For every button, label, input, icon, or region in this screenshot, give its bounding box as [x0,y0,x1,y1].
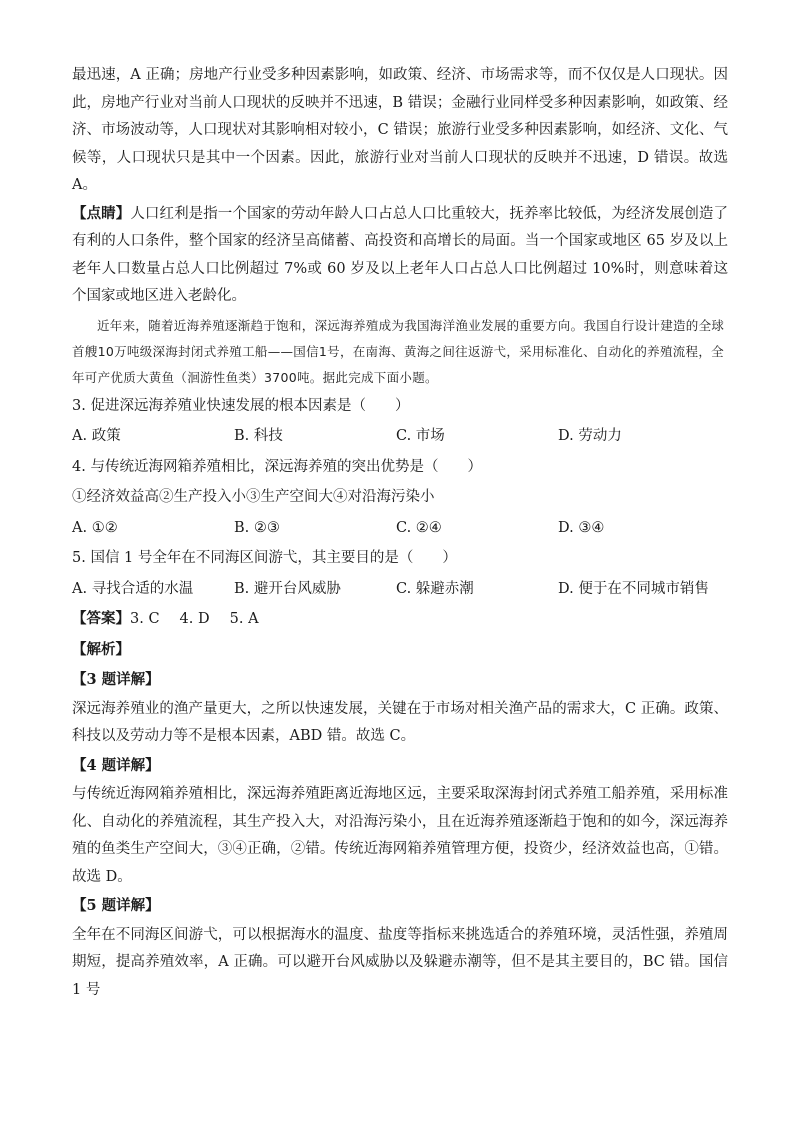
option-b: B. 科技 [234,428,283,444]
document-page [72,62,728,1004]
option-b: B. 避开台风威胁 [234,580,341,597]
detail-3-text: 深远海养殖业的渔产量更大，之所以快速发展，关键在于市场对相关渔产品的需求大，C 正确。政策、科技以及劳动力等不是根本因素，ABD 错。故选 C。 [72,700,728,744]
paragraph-previous-analysis: 最迅速，A 正确；房地产行业受多种因素影响，如政策、经济、市场需求等，而不仅仅是人口现状。因此，房地产行业对当前人口现状的反映并不迅速，B 错误；金融行业同样受多种因素影响，如政策、经济、市场波动等，人口现状对其影响相对较小，C 错误；旅游行业受多种因素影响，如经济、文化、气候等，人口现状只是其中一个因素。因此，旅游行业对当前人口现状的反映并不迅速，D 错误。故选 A。 [72,67,728,193]
answer-item: 3. C [130,611,160,627]
option-c: C. ②④ [396,519,442,536]
option-c: C. 市场 [396,428,445,444]
option-a: A. 政策 [72,428,121,444]
detail-5-heading: 【5 题详解】 [72,897,160,914]
answer-item: 4. D [179,611,210,627]
dianjing-label: 【点睛】 [72,204,131,222]
option-b: B. ②③ [234,519,280,536]
answer-item: 5. A [229,611,259,627]
detail-4-heading: 【4 题详解】 [72,756,160,774]
option-d: D. ③④ [558,519,605,536]
question-4-sub: ①经济效益高②生产投入小③生产空间大④对沿海污染小 [72,489,435,505]
analysis-label: 【解析】 [72,640,130,658]
option-c: C. 躲避赤潮 [396,580,474,597]
dianjing-text: 人口红利是指一个国家的劳动年龄人口占总人口比重较大，抚养率比较低，为经济发展创造了有利的人口条件，整个国家的经济呈高储蓄、高投资和高增长的局面。当一个国家或地区 65 岁及以上老年人口数量占总人口比例超过 7%或 60 岁及以上老年人口占总人口比例超过 10%时，则意味着这个国家或地区进入老龄化。 [72,205,729,304]
detail-5-text: 全年在不同海区间游弋，可以根据海水的温度、盐度等指标来挑选适合的养殖环境，灵活性强，养殖周期短，提高养殖效率，A 正确。可以避开台风威胁以及躲避赤潮等，但不是其主要目的，BC 错。国信 1 号 [72,926,728,998]
answer-label: 【答案】 [72,610,130,627]
question-4-options [72,513,728,544]
question-5-options [72,574,728,605]
question-4-stem: 4. 与传统近海网箱养殖相比，深远海养殖的突出优势是（ ） [72,458,482,475]
answer-line [72,604,728,635]
dianjing-paragraph [72,200,728,311]
detail-3-heading: 【3 题详解】 [72,671,160,688]
material-intro: 近年来，随着近海养殖逐渐趋于饱和，深远海养殖成为我国海洋渔业发展的重要方向。我国自行设计建造的全球首艘10万吨级深海封闭式养殖工船——国信1号，在南海、黄海之间往返游弋，采用标准化、自动化的养殖流程，全年可产优质大黄鱼（洄游性鱼类）3700吨。据此完成下面小题。 [72,317,725,385]
option-a: A. ①② [72,519,118,536]
option-d: D. 劳动力 [558,428,622,444]
question-3-options [72,421,728,452]
question-3-stem: 3. 促进深远海养殖业快速发展的根本因素是（ ） [72,397,410,414]
detail-4-text: 与传统近海网箱养殖相比，深远海养殖距离近海地区远，主要采取深海封闭式养殖工船养殖，采用标准化、自动化的养殖流程，其生产投入大，对沿海污染小，且在近海养殖逐渐趋于饱和的如今，深远海养殖的鱼类生产空间大，③④正确，②错。传统近海网箱养殖管理方便，投资少，经济效益也高，①错。故选 D。 [72,786,728,885]
option-a: A. 寻找合适的水温 [72,580,194,597]
question-5-stem: 5. 国信 1 号全年在不同海区间游弋，其主要目的是（ ） [72,550,457,566]
option-d: D. 便于在不同城市销售 [558,580,709,597]
